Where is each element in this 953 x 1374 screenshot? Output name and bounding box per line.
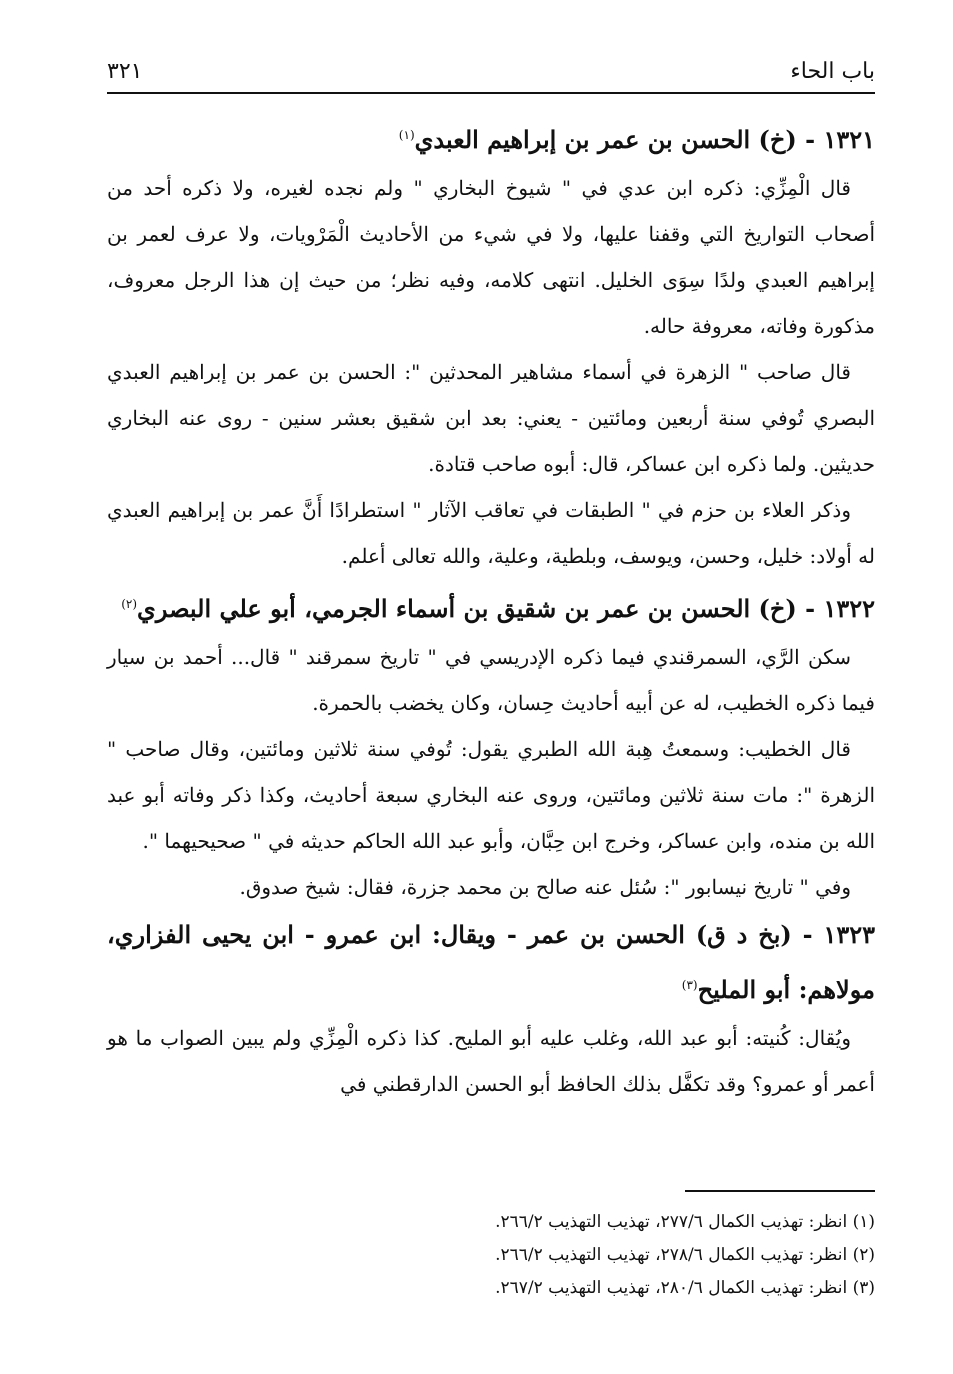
- footnote: (٢) انظر: تهذيب الكمال ٢٧٨/٦، تهذيب التهذيب ٢٦٦/٢.: [495, 1245, 875, 1265]
- page-body: [107, 110, 875, 1107]
- footnote: (١) انظر: تهذيب الكمال ٢٧٧/٦، تهذيب التهذيب ٢٦٦/٢.: [495, 1212, 875, 1232]
- paragraph: ويُقال: كُنيته: أبو عبد الله، وغلب عليه أبو المليح. كذا ذكره الْمِزِّي ولم يبين الصواب ما هو أعمر أو عمرو؟ وقد تكفَّل بذلك الحافظ أبو الحسن الدارقطني في: [107, 1026, 875, 1096]
- chapter-title: باب الحاء: [790, 59, 875, 84]
- paragraph: وفي " تاريخ نيسابور ": سُئل عنه صالح بن محمد جزرة، فقال: شيخ صدوق.: [239, 875, 851, 899]
- entry-title-1323: [107, 910, 875, 1015]
- footnotes: [107, 1206, 875, 1305]
- entry-heading-text: ١٣٢١ - (خ) الحسن بن عمر بن إبراهيم العبدي: [414, 125, 875, 154]
- entry-heading-text: ١٣٢٣ - (بخ د ق) الحسن بن عمر - ويقال: ابن عمرو - ابن يحيى الفزاري، مولاهم: أبو المليح: [107, 920, 875, 1004]
- paragraph: قال الخطيب: وسمعتُ هِبة الله الطبري يقول: تُوفي سنة ثلاثين ومائتين، وقال صاحب " الزهرة ": مات سنة ثلاثين ومائتين، وروى عنه البخاري سبعة أحاديث، وكذا ذكر وفاته أبو عبد الله بن منده، وابن عساكر، وخرج ابن حِبَّان، وأبو عبد الله الحاكم حديثه في " صحيحيهما ".: [107, 737, 875, 853]
- paragraph: قال الْمِزِّي: ذكره ابن عدي في " شيوخ البخاري " ولم نجده لغيره، ولا ذكره أحد من أصحاب التواريخ التي وقفنا عليها، ولا في شيء من الأحاديث الْمَرْويات، ولا عرف لعمر بن إبراهيم العبدي ولدًا سِوَى الخليل. انتهى كلامه، وفيه نظر؛ من حيث إن هذا الرجل معروف، مذكورة وفاته، معروفة حاله.: [107, 176, 875, 338]
- footnote-separator: [685, 1190, 875, 1192]
- footnote-ref: (٣): [681, 978, 698, 992]
- paragraph: وذكر العلاء بن حزم في " الطبقات في تعاقب الآثار " استطرادًا أَنَّ عمر بن إبراهيم العبدي له أولاد: خليل، وحسن، ويوسف، وبلطية، وعلية، والله تعالى أعلم.: [107, 498, 875, 568]
- footnote-ref: (٢): [121, 597, 138, 611]
- entry-title-1321: [107, 110, 875, 165]
- footnote-ref: (١): [398, 128, 415, 142]
- entry-title-1322: [107, 579, 875, 634]
- page-number: ٣٢١: [107, 59, 143, 84]
- paragraph: سكن الرَّي، السمرقندي فيما ذكره الإدريسي في " تاريخ سمرقند " قال... أحمد بن سيار فيما ذكره الخطيب، له عن أبيه أحاديث حِسان، وكان يخضب بالحمرة.: [107, 645, 875, 715]
- entry-heading-text: ١٣٢٢ - (خ) الحسن بن عمر بن شقيق بن أسماء الجرمي، أبو علي البصري: [137, 594, 875, 623]
- book-page: [107, 0, 875, 1374]
- footnote: (٣) انظر: تهذيب الكمال ٢٨٠/٦، تهذيب التهذيب ٢٦٧/٢.: [495, 1278, 875, 1298]
- running-header: [107, 52, 875, 94]
- paragraph: قال صاحب " الزهرة في أسماء مشاهير المحدثين ": الحسن بن عمر بن إبراهيم العبدي البصري تُوفي سنة أربعين ومائتين - يعني: بعد ابن شقيق بعشر سنين - روى عنه البخاري حديثين. ولما ذكره ابن عساكر، قال: أبوه صاحب قتادة.: [107, 360, 875, 476]
